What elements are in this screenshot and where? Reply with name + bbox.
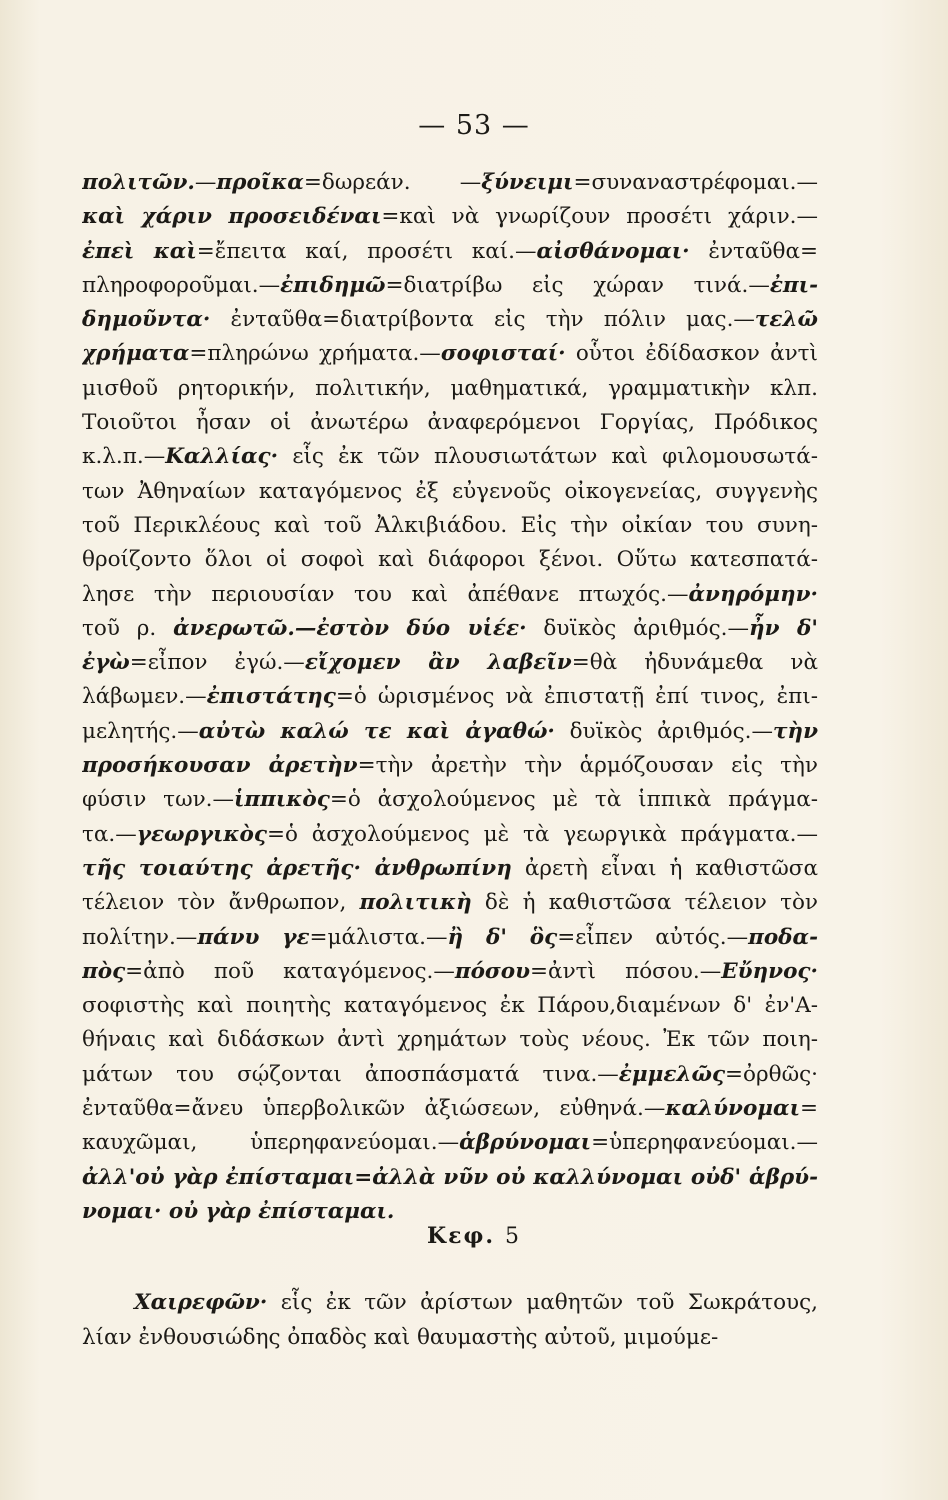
- gloss: τοῦ ρ.: [82, 615, 174, 641]
- chapter-label: Κεφ.: [426, 1223, 496, 1249]
- gloss: ἐνταῦθα=διατρίβοντα εἰς τὴν πόλιν μας.—: [210, 307, 755, 333]
- text-line: [82, 303, 818, 337]
- text-line: [82, 646, 818, 680]
- text-line: [82, 1161, 818, 1195]
- gloss: =διατρίβω εἰς χώραν τινά.—: [385, 272, 770, 298]
- chapter-number: 5: [505, 1224, 522, 1249]
- text-line: [82, 612, 818, 646]
- gloss: μισθοῦ ρητορικήν, πολιτικήν, μαθηματικά, γραμματικὴν κλπ.: [82, 375, 818, 401]
- gloss: =ἔπειτα καί, προσέτι καί.—: [196, 238, 537, 264]
- gloss: μελητής.—: [82, 718, 199, 744]
- term: πολιτικὴ: [359, 890, 472, 916]
- text-line: [82, 406, 818, 440]
- term: Χαιρεφῶν·: [134, 1290, 268, 1315]
- commentary-text: [82, 166, 818, 1229]
- text-line: [82, 200, 818, 234]
- gloss: των Ἀθηναίων καταγόμενος ἐξ εὐγενοῦς οἰκογενείας, συγγενὴς: [82, 478, 818, 504]
- term: καὶ χάριν προσειδέναι: [82, 204, 382, 230]
- gloss: δυϊκὸς ἀριθμός.—: [554, 718, 773, 744]
- term: αὐτὼ καλώ τε καὶ ἀγαθώ·: [198, 718, 555, 744]
- term: προῖκα: [216, 170, 304, 195]
- gloss: =ὑπερηφανεύομαι.—: [591, 1130, 818, 1156]
- text-line: [82, 1320, 818, 1355]
- text-line: [82, 578, 818, 612]
- gloss: τέλειον τὸν ἄνθρωπον,: [82, 890, 360, 916]
- chapter-text: [82, 1285, 818, 1355]
- text-line: [82, 1092, 818, 1126]
- gloss: ἀρετὴ εἶναι ἡ καθιστῶσα: [511, 855, 818, 881]
- gloss: —: [194, 170, 217, 195]
- gloss: =ὁ ἀσχολούμενος μὲ τὰ γεωργικὰ πράγματα.—: [266, 821, 818, 847]
- gloss: θροίζοντο ὅλοι οἱ σοφοὶ καὶ διάφοροι ξένοι. Οὕτω κατεσπατά-: [82, 547, 818, 573]
- gloss: καυχῶμαι, ὑπερηφανεύομαι.—: [82, 1130, 460, 1156]
- term: καλύνομαι: [665, 1096, 800, 1122]
- term: ἐγὼ: [82, 650, 130, 676]
- term: Καλλίας·: [165, 444, 279, 470]
- gloss: =ἀντὶ πόσου.—: [530, 958, 722, 984]
- gloss: πληροφοροῦμαι.—: [82, 272, 281, 298]
- gloss: =συναναστρέφομαι.—: [573, 170, 818, 195]
- term: προσήκουσαν ἀρετὴν: [82, 753, 358, 779]
- term: εἴχομεν ἂν λαβεῖν: [304, 650, 572, 676]
- text-line: [82, 543, 818, 577]
- term: νομαι· οὐ γὰρ ἐπίσταμαι.: [82, 1198, 395, 1224]
- term: ἀνερωτῶ.—ἐστὸν δύο υἱέε·: [173, 615, 527, 641]
- text-line: [82, 1023, 818, 1057]
- gloss: =ὁ ὡρισμένος νὰ ἐπιστατῇ ἐπί τινος, ἐπι-: [335, 684, 818, 710]
- term: ξύνειμι: [481, 170, 574, 195]
- gloss: =: [799, 1096, 818, 1122]
- text-line: [82, 783, 818, 817]
- gloss: =εἶπεν αὐτός.—: [557, 924, 749, 950]
- term: αἰσθάνομαι·: [536, 238, 690, 264]
- gloss: εἷς ἐκ τῶν πλουσιωτάτων καὶ φιλομουσωτά-: [278, 444, 818, 470]
- text-line: [82, 372, 818, 406]
- gloss: λίαν ἐνθουσιώδης ὀπαδὸς καὶ θαυμαστὴς αὐτοῦ, μιμούμε-: [82, 1325, 719, 1350]
- text-line: [82, 1058, 818, 1092]
- term: Εὔηνος·: [721, 958, 818, 984]
- gloss: μάτων του σῴζονται ἀποσπάσματά τινα.—: [82, 1061, 619, 1087]
- gloss: =ἀπὸ ποῦ καταγόμενος.—: [125, 958, 455, 984]
- term: ἐπι-: [769, 272, 818, 298]
- term: ἐπιδημῶ: [280, 272, 386, 298]
- term: ἀλλ'οὐ γὰρ ἐπίσταμαι=ἀλλὰ νῦν οὐ καλλύνομαι οὐδ' ἁβρύ-: [82, 1164, 818, 1190]
- text-line: [82, 1126, 818, 1160]
- gloss: τοῦ Περικλέους καὶ τοῦ Ἀλκιβιάδου. Εἰς τὴν οἰκίαν του συνη-: [82, 512, 818, 538]
- gloss: =μάλιστα.—: [309, 924, 448, 950]
- gloss: ἐνταῦθα=: [689, 238, 818, 264]
- term: τὴν: [772, 718, 818, 744]
- term: ἁβρύνομαι: [459, 1130, 592, 1156]
- term: χρήματα: [82, 341, 190, 367]
- text-line: [82, 886, 818, 920]
- gloss: εἷς ἐκ τῶν ἀρίστων μαθητῶν τοῦ Σωκράτους,: [267, 1290, 818, 1315]
- gloss: =θὰ ἠδυνάμεθα νὰ: [571, 650, 818, 676]
- gloss: θήναις καὶ διδάσκων ἀντὶ χρημάτων τοὺς νέους. Ἐκ τῶν ποιη-: [82, 1027, 818, 1053]
- term: σοφισταί·: [440, 341, 566, 367]
- term: δημοῦντα·: [82, 307, 211, 333]
- gloss: Τοιοῦτοι ἦσαν οἱ ἀνωτέρω ἀναφερόμενοι Γοργίας, Πρόδικος: [82, 410, 818, 436]
- text-line: [82, 852, 818, 886]
- term: ἦν δ': [748, 615, 818, 641]
- text-line: [82, 818, 818, 852]
- text-line: [82, 166, 818, 200]
- term: τῆς τοιαύτης ἀρετῆς· ἀνθρωπίνη: [82, 855, 512, 881]
- text-line: [82, 715, 818, 749]
- page-number: — 53 —: [418, 110, 530, 141]
- gloss: τα.—: [82, 821, 137, 847]
- gloss: =πληρώνω χρήματα.—: [189, 341, 441, 367]
- gloss: =δωρεάν. —: [303, 170, 482, 195]
- text-line: [82, 1285, 818, 1320]
- term: ποδα-: [748, 924, 818, 950]
- term: ἐπεὶ καὶ: [82, 238, 197, 264]
- term: πὸς: [82, 958, 126, 984]
- gloss: δὲ ἡ καθιστῶσα τέλειον τὸν: [471, 890, 818, 916]
- gloss: =εἶπον ἐγώ.—: [129, 650, 305, 676]
- text-line: [82, 680, 818, 714]
- text-line: [82, 955, 818, 989]
- term: τελῶ: [754, 307, 818, 333]
- text-line: [82, 475, 818, 509]
- term: ἐπιστάτης: [206, 684, 336, 710]
- term: ἱππικὸς: [234, 787, 330, 813]
- term: ἢ δ' ὃς: [447, 924, 558, 950]
- gloss: =ὀρθῶς·: [725, 1061, 818, 1087]
- text-line: [82, 337, 818, 371]
- text-line: [82, 509, 818, 543]
- text-line: [82, 921, 818, 955]
- text-line: [82, 235, 818, 269]
- gloss: λησε τὴν περιουσίαν του καὶ ἀπέθανε πτωχός.—: [82, 581, 689, 607]
- gloss: πολίτην.—: [82, 924, 198, 950]
- gloss: δυϊκὸς ἀριθμός.—: [526, 615, 749, 641]
- gloss: σοφιστὴς καὶ ποιητὴς καταγόμενος ἐκ Πάρου,διαμένων δ' ἐν'Α-: [82, 993, 818, 1019]
- gloss: =ὁ ἀσχολούμενος μὲ τὰ ἱππικὰ πράγμα-: [329, 787, 818, 813]
- gloss: λάβωμεν.—: [82, 684, 207, 710]
- gloss: οὗτοι ἐδίδασκον ἀντὶ: [565, 341, 818, 367]
- chapter-heading: [0, 1223, 948, 1249]
- gloss: κ.λ.π.—: [82, 444, 166, 470]
- gloss: =καὶ νὰ γνωρίζουν προσέτι χάριν.—: [381, 204, 818, 230]
- term: γεωργικὸς: [136, 821, 267, 847]
- term: ἀνηρόμην·: [688, 581, 818, 607]
- text-line: [82, 440, 818, 474]
- text-line: [82, 269, 818, 303]
- term: πολιτῶν.: [82, 170, 195, 195]
- text-line: [82, 749, 818, 783]
- gloss: ἐνταῦθα=ἄνευ ὑπερβολικῶν ἀξιώσεων, εὐθηνά.—: [82, 1096, 666, 1122]
- text-line: [82, 989, 818, 1023]
- term: πόσου: [454, 958, 531, 984]
- term: ἐμμελῶς: [618, 1061, 726, 1087]
- term: πάνυ γε: [197, 924, 310, 950]
- gloss: φύσιν των.—: [82, 787, 234, 813]
- gloss: =τὴν ἀρετὴν τὴν ἁρμόζουσαν εἰς τὴν: [357, 753, 818, 779]
